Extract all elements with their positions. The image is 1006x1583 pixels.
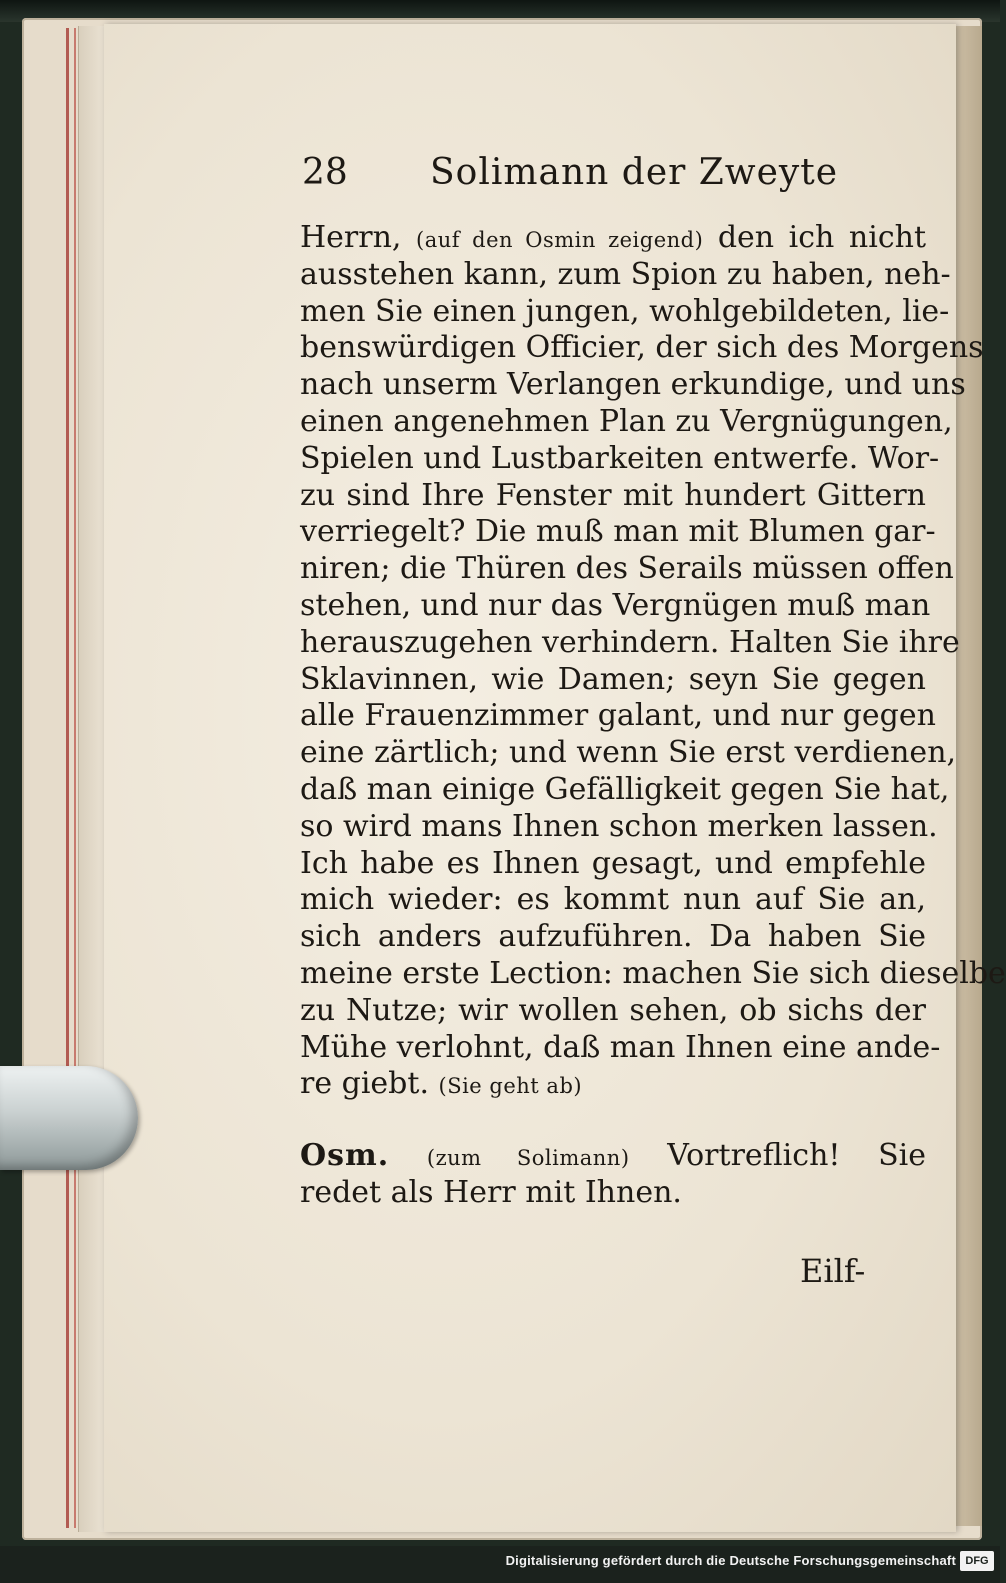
text-line bbox=[300, 624, 960, 662]
text-run: einen angenehmen Plan zu Vergnügungen, bbox=[300, 403, 953, 439]
text-run: daß man einige Gefälligkeit gegen Sie hat, bbox=[300, 771, 950, 807]
text-line bbox=[300, 587, 931, 625]
text-line bbox=[300, 955, 1006, 993]
text-line bbox=[300, 993, 926, 1030]
text-line bbox=[300, 698, 936, 735]
book-clamp bbox=[0, 1066, 138, 1170]
text-run: verriegelt? Die muß man mit Blumen gar- bbox=[300, 514, 936, 550]
text-run: benswürdigen Officier, der sich des Morgens bbox=[300, 330, 984, 366]
text-run: Mühe verlohnt, daß man Ihnen eine ande- bbox=[300, 1029, 941, 1065]
page-stack-edge bbox=[78, 26, 107, 1532]
body-text bbox=[300, 220, 1006, 1103]
text-run: Sklavinnen, wie Damen; seyn Sie gegen bbox=[300, 661, 926, 697]
text-line bbox=[300, 367, 966, 404]
page-header bbox=[302, 152, 922, 200]
text-run: sich anders aufzuführen. Da haben Sie bbox=[300, 919, 926, 955]
text-line bbox=[300, 735, 957, 772]
text-line bbox=[300, 846, 926, 883]
text-line bbox=[300, 662, 926, 699]
text-run: stehen, und nur das Vergnügen muß man bbox=[300, 587, 931, 623]
text-run: ausstehen kann, zum Spion zu haben, neh- bbox=[300, 256, 951, 292]
page-number: 28 bbox=[302, 152, 348, 193]
text-line bbox=[300, 808, 938, 846]
text-run: nach unserm Verlangen erkundige, und uns bbox=[300, 367, 966, 403]
text-line bbox=[300, 440, 940, 478]
text-run: eine zärtlich; und wenn Sie erst verdienen, bbox=[300, 735, 957, 771]
text-run: mich wieder: es kommt nun auf Sie an, bbox=[300, 882, 926, 918]
text-line bbox=[300, 478, 926, 515]
text-line bbox=[300, 514, 936, 551]
text-run: niren; die Thüren des Serails müssen offen bbox=[300, 551, 954, 587]
text-line bbox=[300, 293, 950, 331]
text-line bbox=[300, 1066, 926, 1103]
text-run: re giebt. bbox=[300, 1066, 439, 1102]
text-line bbox=[300, 551, 954, 588]
book-fore-edge bbox=[956, 26, 982, 1526]
text-line bbox=[300, 220, 926, 257]
text-run: meine erste Lection: machen Sie sich dieselbe bbox=[300, 955, 1006, 991]
text-line bbox=[300, 919, 926, 956]
text-run: den ich nicht bbox=[703, 220, 926, 255]
text-run: zu sind Ihre Fenster mit hundert Gittern bbox=[300, 477, 926, 513]
text-run: Spielen und Lustbarkeiten entwerfe. Wor- bbox=[300, 440, 940, 476]
digitization-credit: Digitalisierung gefördert durch die Deutsche Forschungsgemeinschaft bbox=[505, 1553, 956, 1568]
stage-direction: (Sie geht ab) bbox=[438, 1074, 583, 1099]
text-line bbox=[300, 330, 984, 367]
text-line bbox=[300, 1029, 941, 1067]
text-line bbox=[300, 403, 953, 441]
text-line bbox=[300, 882, 926, 919]
stage-direction: (auf den Osmin zeigend) bbox=[416, 228, 704, 252]
speaker-name: Osm. bbox=[300, 1138, 390, 1173]
speech-osmin bbox=[300, 1136, 926, 1210]
text-run: zu Nutze; wir wollen sehen, ob sichs der bbox=[300, 992, 926, 1028]
dfg-logo: DFG bbox=[960, 1551, 994, 1571]
text-run: herauszugehen verhindern. Halten Sie ihre bbox=[300, 624, 960, 660]
text-line bbox=[300, 771, 950, 809]
speech-text: Vortreflich! Sie bbox=[667, 1138, 927, 1173]
text-run: Ich habe es Ihnen gesagt, und empfehle bbox=[300, 845, 926, 881]
speech-text-line: redet als Herr mit Ihnen. bbox=[300, 1174, 682, 1210]
text-line bbox=[300, 256, 951, 294]
text-run: Herrn, bbox=[300, 220, 416, 255]
running-title: Solimann der Zweyte bbox=[430, 152, 839, 193]
stage-direction: (zum Solimann) bbox=[426, 1146, 630, 1170]
text-run: men Sie einen jungen, wohlgebildeten, lie- bbox=[300, 293, 950, 329]
text-run: alle Frauenzimmer galant, und nur gegen bbox=[300, 698, 936, 734]
text-run: so wird mans Ihnen schon merken lassen. bbox=[300, 808, 938, 844]
red-page-edge-inner bbox=[74, 28, 76, 1528]
red-page-edge bbox=[66, 28, 69, 1528]
catchword: Eilf- bbox=[800, 1252, 866, 1290]
